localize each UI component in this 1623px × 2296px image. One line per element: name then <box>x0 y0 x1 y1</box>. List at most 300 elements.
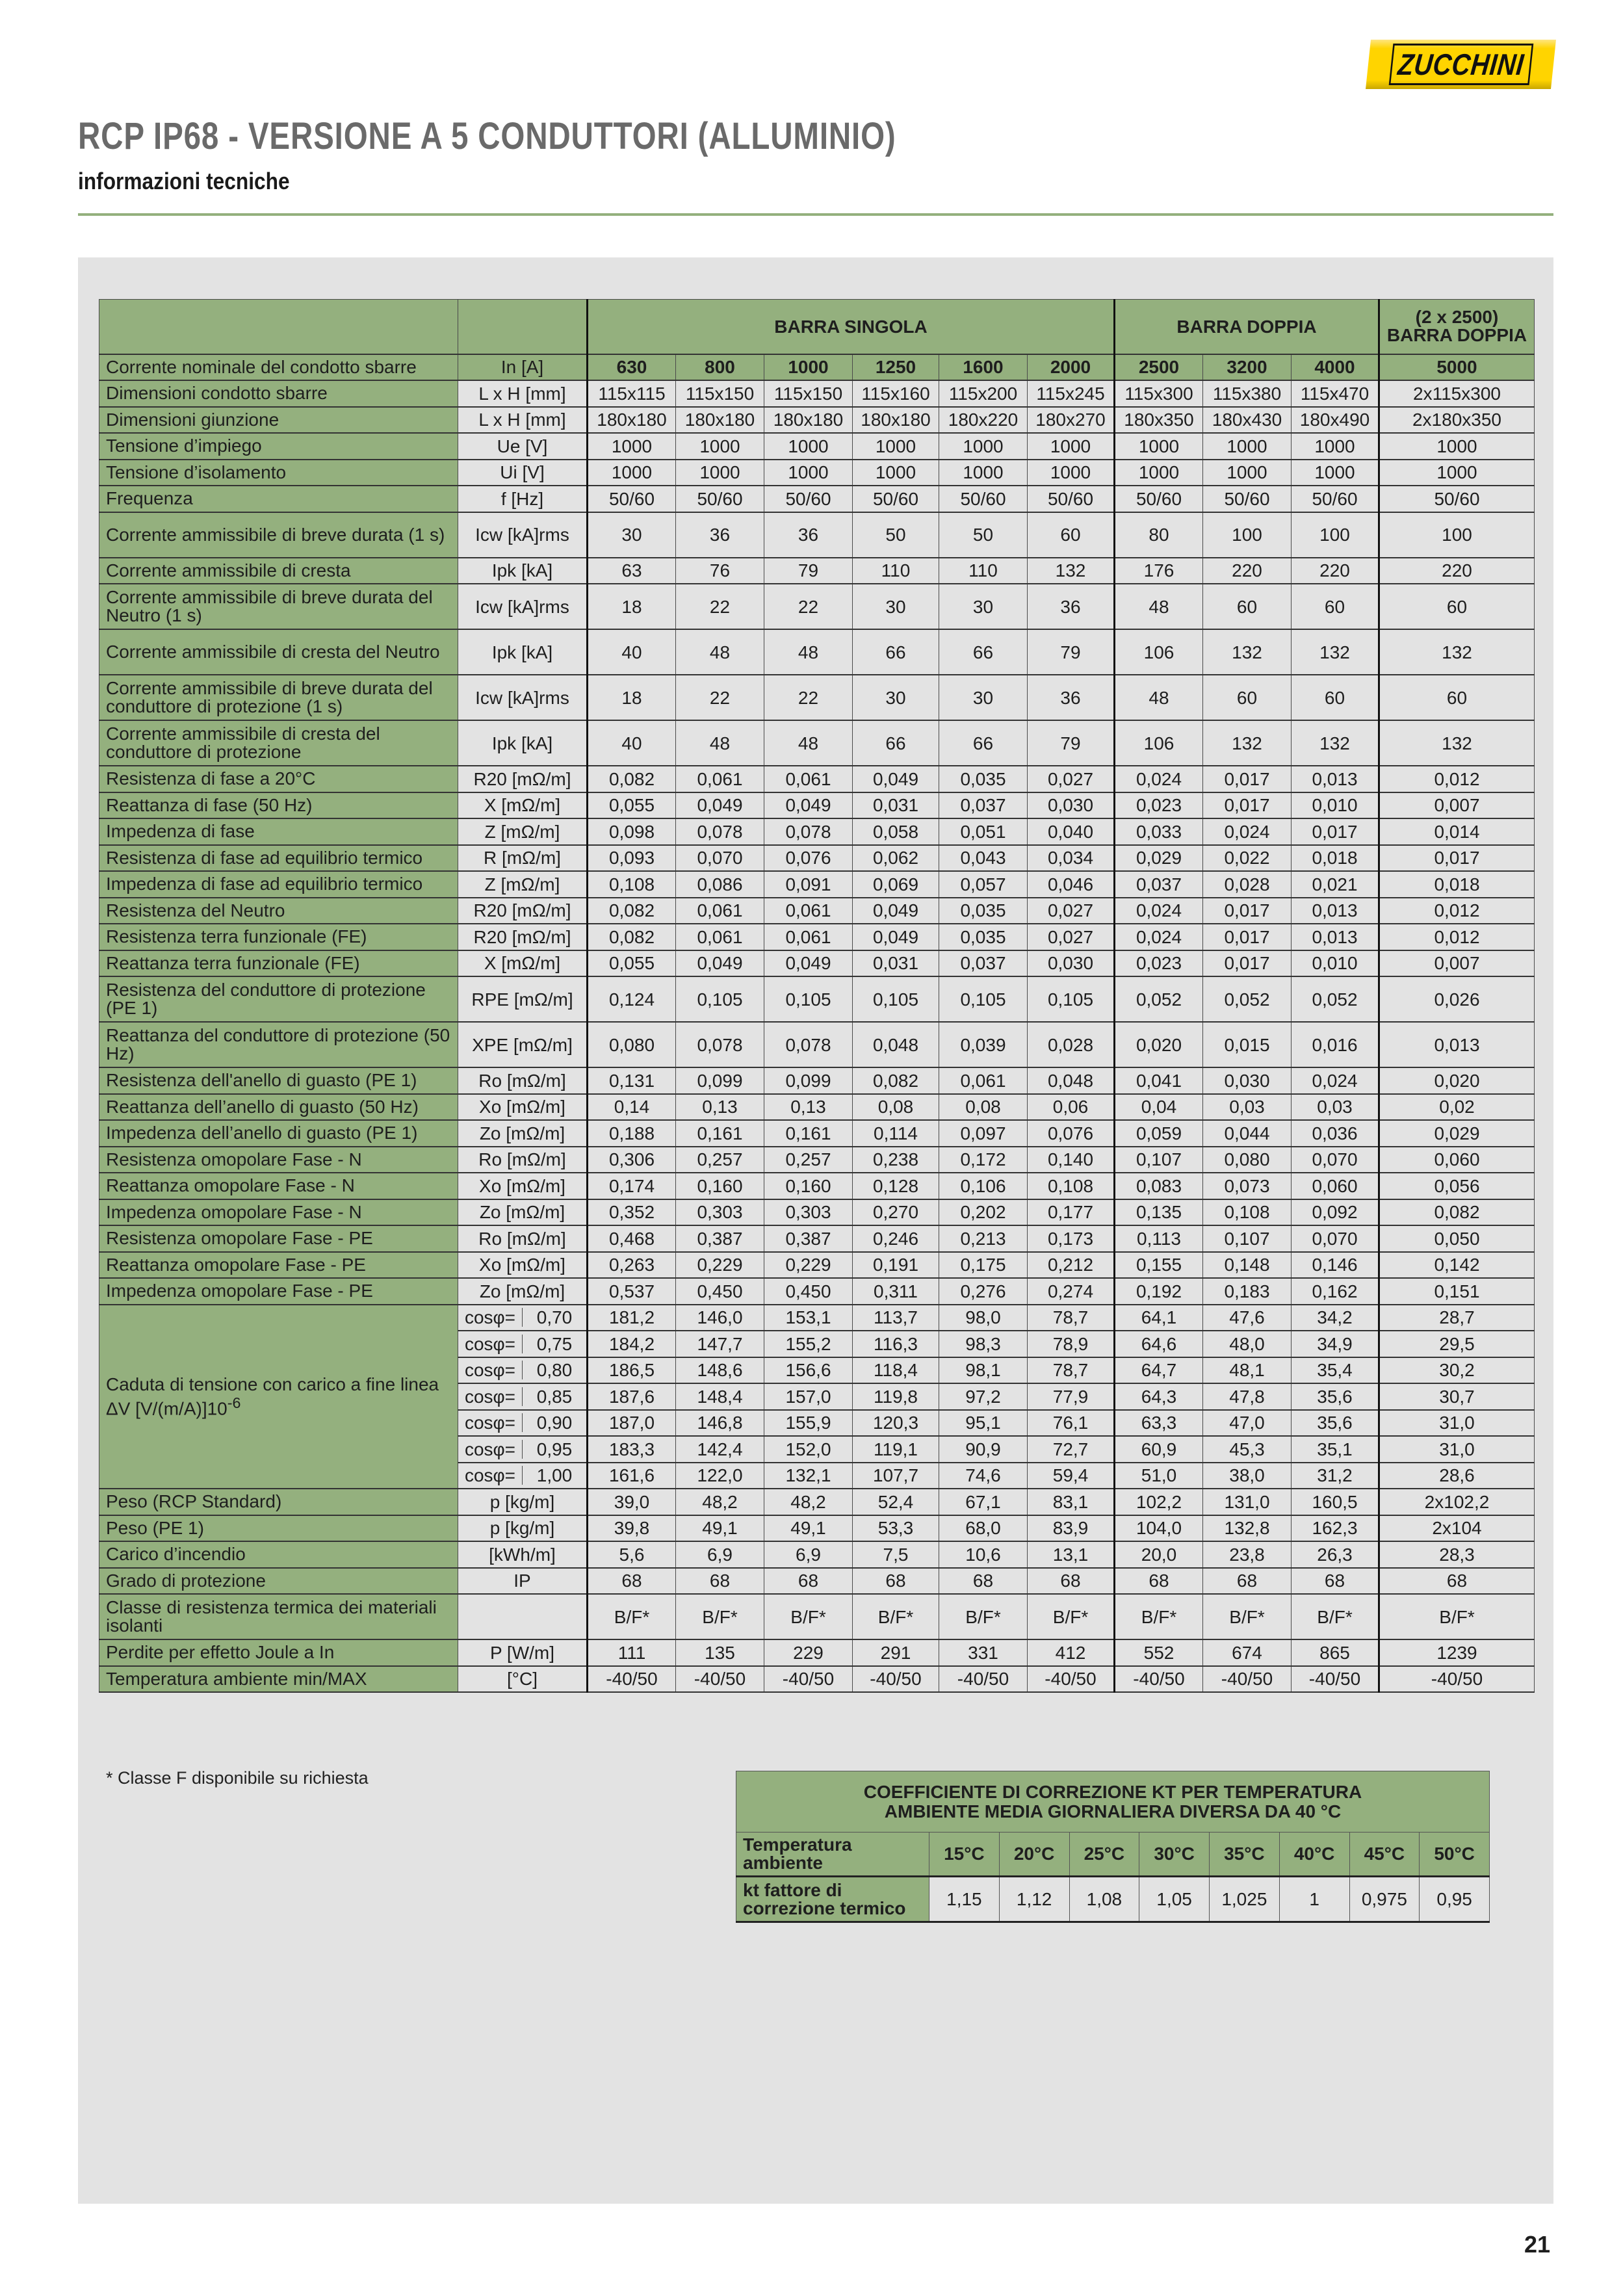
value-cell: B/F* <box>1115 1594 1203 1639</box>
row-unit: p [kg/m] <box>458 1515 588 1542</box>
value-cell: 52,4 <box>853 1489 939 1515</box>
row-label: Impedenza di fase <box>99 818 458 845</box>
value-cell: 26,3 <box>1292 1541 1379 1568</box>
logo-text: ZUCCHINI <box>1388 44 1533 85</box>
table-row <box>99 1666 1535 1693</box>
table-row <box>99 845 1535 872</box>
value-cell: 0,029 <box>1379 1120 1535 1147</box>
value-cell: 111 <box>588 1639 676 1666</box>
value-cell: 0,040 <box>1028 818 1115 845</box>
table-row <box>99 1489 1535 1515</box>
table-row <box>99 818 1535 845</box>
group-2x2500-barra-doppia <box>1379 300 1535 354</box>
value-cell: 0,023 <box>1115 950 1203 977</box>
value-cell: 0,050 <box>1379 1225 1535 1252</box>
value-cell: 0,013 <box>1292 766 1379 792</box>
value-cell: 50/60 <box>1203 486 1292 512</box>
value-cell: 0,04 <box>1115 1094 1203 1121</box>
value-cell: 0,082 <box>588 898 676 924</box>
value-cell: 180x490 <box>1292 407 1379 434</box>
value-cell: 132 <box>1203 629 1292 675</box>
value-cell: -40/50 <box>1292 1666 1379 1693</box>
cos-phi-value: 0,75 <box>536 1333 573 1354</box>
value-cell: 100 <box>1292 512 1379 558</box>
value-cell: 1250 <box>853 354 939 381</box>
value-cell: 0,031 <box>853 792 939 819</box>
row-label: Resistenza di fase ad equilibrio termico <box>99 845 458 872</box>
table-row <box>99 1199 1535 1226</box>
value-cell: 1000 <box>1203 433 1292 460</box>
value-cell: B/F* <box>1203 1594 1292 1639</box>
value-cell: 60,9 <box>1115 1436 1203 1463</box>
value-cell: 0,191 <box>853 1252 939 1279</box>
value-cell: 0,058 <box>853 818 939 845</box>
value-cell: 0,056 <box>1379 1173 1535 1199</box>
row-label: Grado di protezione <box>99 1568 458 1595</box>
value-cell: 0,107 <box>1115 1147 1203 1173</box>
value-cell: 53,3 <box>853 1515 939 1542</box>
value-cell: 0,083 <box>1115 1173 1203 1199</box>
value-cell: -40/50 <box>764 1666 853 1693</box>
value-cell: 63 <box>588 558 676 584</box>
value-cell: 113,7 <box>853 1305 939 1331</box>
row-label: Resistenza omopolare Fase - N <box>99 1147 458 1173</box>
value-cell: 68 <box>588 1568 676 1595</box>
value-cell: 60 <box>1028 512 1115 558</box>
value-cell: 0,052 <box>1115 976 1203 1022</box>
value-cell: 220 <box>1203 558 1292 584</box>
value-cell: 76 <box>676 558 764 584</box>
cos-phi-cell <box>458 1410 588 1437</box>
value-cell: 60 <box>1203 584 1292 629</box>
value-cell: 0,078 <box>676 818 764 845</box>
value-cell: 674 <box>1203 1639 1292 1666</box>
kt-temperature: 20°C <box>999 1833 1069 1877</box>
table-row <box>99 792 1535 819</box>
value-cell: 0,142 <box>1379 1252 1535 1279</box>
table-row <box>99 1568 1535 1595</box>
value-cell: 66 <box>853 629 939 675</box>
value-cell: 146,0 <box>676 1305 764 1331</box>
value-cell: 50/60 <box>1292 486 1379 512</box>
row-label: Resistenza del conduttore di protezione (PE 1) <box>99 976 458 1022</box>
value-cell: 0,049 <box>764 950 853 977</box>
value-cell: 122,0 <box>676 1463 764 1489</box>
value-cell: 0,238 <box>853 1147 939 1173</box>
value-cell: 157,0 <box>764 1383 853 1410</box>
value-cell: 30 <box>588 512 676 558</box>
row-unit: Zo [mΩ/m] <box>458 1278 588 1305</box>
value-cell: 0,174 <box>588 1173 676 1199</box>
value-cell: 0,06 <box>1028 1094 1115 1121</box>
value-cell: 30 <box>853 675 939 720</box>
value-cell: 0,017 <box>1203 766 1292 792</box>
value-cell: 97,2 <box>939 1383 1028 1410</box>
row-label: Reattanza del conduttore di protezione (50 Hz) <box>99 1022 458 1067</box>
cos-phi-cell <box>458 1383 588 1410</box>
value-cell: 35,6 <box>1292 1410 1379 1437</box>
value-cell: 220 <box>1292 558 1379 584</box>
value-cell: 106 <box>1115 629 1203 675</box>
row-unit: Zo [mΩ/m] <box>458 1120 588 1147</box>
cos-phi-label: cosφ= <box>458 1413 523 1432</box>
value-cell: 412 <box>1028 1639 1115 1666</box>
row-label: Reattanza terra funzionale (FE) <box>99 950 458 977</box>
value-cell: 0,229 <box>764 1252 853 1279</box>
row-label: Classe di resistenza termica dei materiali isolanti <box>99 1594 458 1639</box>
value-cell: 1000 <box>1292 460 1379 486</box>
value-cell: 0,069 <box>853 871 939 898</box>
value-cell: 0,061 <box>676 924 764 950</box>
kt-factor: 1,08 <box>1069 1877 1139 1922</box>
row-unit: XPE [mΩ/m] <box>458 1022 588 1067</box>
value-cell: 0,160 <box>676 1173 764 1199</box>
kt-temperature: 45°C <box>1349 1833 1420 1877</box>
table-row <box>99 1515 1535 1542</box>
value-cell: 66 <box>939 629 1028 675</box>
table-row <box>99 1120 1535 1147</box>
kt-title-row <box>736 1771 1490 1833</box>
value-cell: -40/50 <box>588 1666 676 1693</box>
value-cell: 0,155 <box>1115 1252 1203 1279</box>
value-cell: 0,113 <box>1115 1225 1203 1252</box>
value-cell: 132 <box>1028 558 1115 584</box>
row-unit: f [Hz] <box>458 486 588 512</box>
value-cell: 0,162 <box>1292 1278 1379 1305</box>
row-label: Impedenza di fase ad equilibrio termico <box>99 871 458 898</box>
value-cell: 39,0 <box>588 1489 676 1515</box>
cos-phi <box>458 1308 586 1327</box>
value-cell: 0,060 <box>1292 1173 1379 1199</box>
group-barra-doppia: BARRA DOPPIA <box>1115 300 1379 354</box>
value-cell: 0,018 <box>1379 871 1535 898</box>
row-label: Corrente ammissibile di breve durata del Neutro (1 s) <box>99 584 458 629</box>
kt-row-label: Temperatura ambiente <box>736 1833 929 1877</box>
cos-phi-cell <box>458 1357 588 1384</box>
kt-temperature-row <box>736 1833 1490 1877</box>
page-subtitle: informazioni tecniche <box>78 168 290 194</box>
value-cell: 0,099 <box>764 1067 853 1094</box>
value-cell: B/F* <box>1292 1594 1379 1639</box>
row-label: Dimensioni giunzione <box>99 407 458 434</box>
value-cell: 0,03 <box>1203 1094 1292 1121</box>
value-cell: 102,2 <box>1115 1489 1203 1515</box>
value-cell: 0,028 <box>1203 871 1292 898</box>
value-cell: 552 <box>1115 1639 1203 1666</box>
value-cell: 0,018 <box>1292 845 1379 872</box>
value-cell: 60 <box>1292 584 1379 629</box>
value-cell: 132 <box>1203 720 1292 766</box>
kt-factor: 1,12 <box>999 1877 1069 1922</box>
row-unit: X [mΩ/m] <box>458 950 588 977</box>
cos-phi <box>458 1335 586 1353</box>
value-cell: 132 <box>1379 629 1535 675</box>
value-cell: 22 <box>676 584 764 629</box>
value-cell: 0,029 <box>1115 845 1203 872</box>
value-cell: 0,013 <box>1292 898 1379 924</box>
value-cell: 115x200 <box>939 380 1028 407</box>
value-cell: 98,0 <box>939 1305 1028 1331</box>
kt-factor: 0,975 <box>1349 1877 1420 1922</box>
voltage-drop-exponent: -6 <box>227 1394 241 1411</box>
value-cell: 0,105 <box>676 976 764 1022</box>
row-label: Resistenza dell'anello di guasto (PE 1) <box>99 1067 458 1094</box>
value-cell: 0,035 <box>939 898 1028 924</box>
value-cell: 0,049 <box>676 950 764 977</box>
kt-factor: 1,15 <box>929 1877 1000 1922</box>
value-cell: 132 <box>1292 720 1379 766</box>
value-cell: 60 <box>1203 675 1292 720</box>
kt-factor: 1,025 <box>1210 1877 1280 1922</box>
value-cell: 630 <box>588 354 676 381</box>
value-cell: 115x115 <box>588 380 676 407</box>
row-label: Impedenza omopolare Fase - N <box>99 1199 458 1226</box>
value-cell: 131,0 <box>1203 1489 1292 1515</box>
value-cell: 22 <box>764 584 853 629</box>
value-cell: 0,061 <box>764 766 853 792</box>
value-cell: 0,052 <box>1292 976 1379 1022</box>
value-cell: 4000 <box>1292 354 1379 381</box>
row-unit: L x H [mm] <box>458 380 588 407</box>
value-cell: 1000 <box>1028 433 1115 460</box>
value-cell: 0,030 <box>1203 1067 1292 1094</box>
value-cell: 68 <box>676 1568 764 1595</box>
value-cell: 0,263 <box>588 1252 676 1279</box>
cos-phi-cell <box>458 1331 588 1357</box>
value-cell: 0,061 <box>764 898 853 924</box>
value-cell: 0,098 <box>588 818 676 845</box>
value-cell: 0,030 <box>1028 950 1115 977</box>
value-cell: B/F* <box>764 1594 853 1639</box>
value-cell: 72,7 <box>1028 1436 1115 1463</box>
page-title: RCP IP68 - VERSIONE A 5 CONDUTTORI (ALLUMINIO) <box>78 115 896 157</box>
value-cell: 119,8 <box>853 1383 939 1410</box>
value-cell: 0,061 <box>939 1067 1028 1094</box>
value-cell: 68 <box>1028 1568 1115 1595</box>
value-cell: 146,8 <box>676 1410 764 1437</box>
footnote: * Classe F disponibile su richiesta <box>106 1768 369 1788</box>
value-cell: 48,2 <box>764 1489 853 1515</box>
value-cell: 98,1 <box>939 1357 1028 1384</box>
value-cell: 0,024 <box>1115 766 1203 792</box>
value-cell: 0,148 <box>1203 1252 1292 1279</box>
value-cell: 83,9 <box>1028 1515 1115 1542</box>
value-cell: B/F* <box>853 1594 939 1639</box>
value-cell: 1000 <box>588 460 676 486</box>
value-cell: 38,0 <box>1203 1463 1292 1489</box>
value-cell: 48 <box>676 720 764 766</box>
value-cell: 155,2 <box>764 1331 853 1357</box>
value-cell: 95,1 <box>939 1410 1028 1437</box>
row-label: Reattanza omopolare Fase - N <box>99 1173 458 1199</box>
value-cell: 30 <box>939 675 1028 720</box>
value-cell: 59,4 <box>1028 1463 1115 1489</box>
value-cell: 0,202 <box>939 1199 1028 1226</box>
table-row <box>99 1225 1535 1252</box>
value-cell: 156,6 <box>764 1357 853 1384</box>
value-cell: -40/50 <box>1203 1666 1292 1693</box>
cos-phi-value: 0,85 <box>536 1386 573 1407</box>
row-unit: Icw [kA]rms <box>458 584 588 629</box>
value-cell: 49,1 <box>676 1515 764 1542</box>
value-cell: 0,105 <box>1028 976 1115 1022</box>
value-cell: 0,017 <box>1379 845 1535 872</box>
value-cell: 0,055 <box>588 950 676 977</box>
table-row <box>99 433 1535 460</box>
value-cell: 0,007 <box>1379 950 1535 977</box>
table-row <box>99 1594 1535 1639</box>
value-cell: 1000 <box>1028 460 1115 486</box>
value-cell: 40 <box>588 720 676 766</box>
table-row <box>99 1541 1535 1568</box>
value-cell: 0,061 <box>764 924 853 950</box>
row-label: Perdite per effetto Joule a In <box>99 1639 458 1666</box>
value-cell: 50/60 <box>1379 486 1535 512</box>
value-cell: 0,303 <box>764 1199 853 1226</box>
value-cell: 0,014 <box>1379 818 1535 845</box>
value-cell: 0,082 <box>588 766 676 792</box>
value-cell: 100 <box>1203 512 1292 558</box>
row-unit: [kWh/m] <box>458 1541 588 1568</box>
value-cell: 0,092 <box>1292 1199 1379 1226</box>
value-cell: 1000 <box>676 433 764 460</box>
value-cell: 49,1 <box>764 1515 853 1542</box>
value-cell: 132,1 <box>764 1463 853 1489</box>
value-cell: 28,3 <box>1379 1541 1535 1568</box>
value-cell: 155,9 <box>764 1410 853 1437</box>
value-cell: 66 <box>853 720 939 766</box>
cos-phi-value: 0,70 <box>536 1307 573 1328</box>
value-cell: 0,044 <box>1203 1120 1292 1147</box>
row-label: Peso (PE 1) <box>99 1515 458 1542</box>
row-unit: P [W/m] <box>458 1639 588 1666</box>
value-cell: 118,4 <box>853 1357 939 1384</box>
value-cell: 5000 <box>1379 354 1535 381</box>
value-cell: 0,183 <box>1203 1278 1292 1305</box>
value-cell: 68 <box>764 1568 853 1595</box>
table-row <box>99 1022 1535 1067</box>
value-cell: 180x220 <box>939 407 1028 434</box>
value-cell: 6,9 <box>676 1541 764 1568</box>
value-cell: -40/50 <box>1379 1666 1535 1693</box>
value-cell: 0,028 <box>1028 1022 1115 1067</box>
value-cell: -40/50 <box>1115 1666 1203 1693</box>
value-cell: 148,6 <box>676 1357 764 1384</box>
value-cell: 1000 <box>764 354 853 381</box>
value-cell: 0,080 <box>1203 1147 1292 1173</box>
row-label: Peso (RCP Standard) <box>99 1489 458 1515</box>
value-cell: 0,270 <box>853 1199 939 1226</box>
row-unit: IP <box>458 1568 588 1595</box>
value-cell: 115x470 <box>1292 380 1379 407</box>
value-cell: 104,0 <box>1115 1515 1203 1542</box>
value-cell: 0,024 <box>1115 898 1203 924</box>
value-cell: 0,013 <box>1379 1022 1535 1067</box>
value-cell: 0,276 <box>939 1278 1028 1305</box>
value-cell: 31,0 <box>1379 1436 1535 1463</box>
cos-phi-value: 0,90 <box>536 1413 573 1433</box>
value-cell: 0,175 <box>939 1252 1028 1279</box>
cos-phi-label: cosφ= <box>458 1387 523 1406</box>
value-cell: 50/60 <box>853 486 939 512</box>
value-cell: 31,2 <box>1292 1463 1379 1489</box>
value-cell: 0,022 <box>1203 845 1292 872</box>
value-cell: 0,140 <box>1028 1147 1115 1173</box>
value-cell: 162,3 <box>1292 1515 1379 1542</box>
row-label: Impedenza dell’anello di guasto (PE 1) <box>99 1120 458 1147</box>
value-cell: 0,128 <box>853 1173 939 1199</box>
value-cell: 0,246 <box>853 1225 939 1252</box>
value-cell: 0,03 <box>1292 1094 1379 1121</box>
value-cell: 0,061 <box>676 766 764 792</box>
value-cell: 115x380 <box>1203 380 1292 407</box>
row-unit: Z [mΩ/m] <box>458 871 588 898</box>
table-row <box>99 1252 1535 1279</box>
value-cell: 0,030 <box>1028 792 1115 819</box>
value-cell: 1000 <box>676 460 764 486</box>
value-cell: 39,8 <box>588 1515 676 1542</box>
value-cell: 63,3 <box>1115 1410 1203 1437</box>
cos-phi <box>458 1440 586 1459</box>
table-row <box>99 460 1535 486</box>
value-cell: 0,012 <box>1379 898 1535 924</box>
value-cell: 180x180 <box>764 407 853 434</box>
row-label: Temperatura ambiente min/MAX <box>99 1666 458 1693</box>
row-label: Tensione d’isolamento <box>99 460 458 486</box>
row-unit <box>458 1594 588 1639</box>
value-cell: B/F* <box>588 1594 676 1639</box>
value-cell: 0,023 <box>1115 792 1203 819</box>
table-row <box>99 871 1535 898</box>
value-cell: 0,076 <box>764 845 853 872</box>
row-unit: In [A] <box>458 354 588 381</box>
value-cell: 180x180 <box>853 407 939 434</box>
row-unit: Ipk [kA] <box>458 629 588 675</box>
value-cell: 0,078 <box>764 1022 853 1067</box>
table-row <box>99 766 1535 792</box>
value-cell: 0,08 <box>853 1094 939 1121</box>
value-cell: 0,037 <box>939 792 1028 819</box>
kt-factor-row <box>736 1877 1490 1922</box>
value-cell: 60 <box>1292 675 1379 720</box>
value-cell: 0,146 <box>1292 1252 1379 1279</box>
value-cell: 0,027 <box>1028 924 1115 950</box>
row-unit: Ro [mΩ/m] <box>458 1147 588 1173</box>
table-row <box>99 512 1535 558</box>
value-cell: 160,5 <box>1292 1489 1379 1515</box>
value-cell: 106 <box>1115 720 1203 766</box>
value-cell: 180x180 <box>676 407 764 434</box>
value-cell: 50 <box>939 512 1028 558</box>
value-cell: 132 <box>1379 720 1535 766</box>
row-unit: Ro [mΩ/m] <box>458 1225 588 1252</box>
technical-data-table <box>99 299 1535 1693</box>
value-cell: 0,257 <box>764 1147 853 1173</box>
cos-phi <box>458 1387 586 1406</box>
row-unit: Xo [mΩ/m] <box>458 1173 588 1199</box>
table-row <box>99 924 1535 950</box>
value-cell: 0,13 <box>764 1094 853 1121</box>
value-cell: 80 <box>1115 512 1203 558</box>
value-cell: 2x115x300 <box>1379 380 1535 407</box>
value-cell: 0,105 <box>853 976 939 1022</box>
value-cell: 0,048 <box>853 1022 939 1067</box>
value-cell: 0,107 <box>1203 1225 1292 1252</box>
value-cell: 18 <box>588 675 676 720</box>
value-cell: 100 <box>1379 512 1535 558</box>
value-cell: 0,537 <box>588 1278 676 1305</box>
value-cell: -40/50 <box>939 1666 1028 1693</box>
